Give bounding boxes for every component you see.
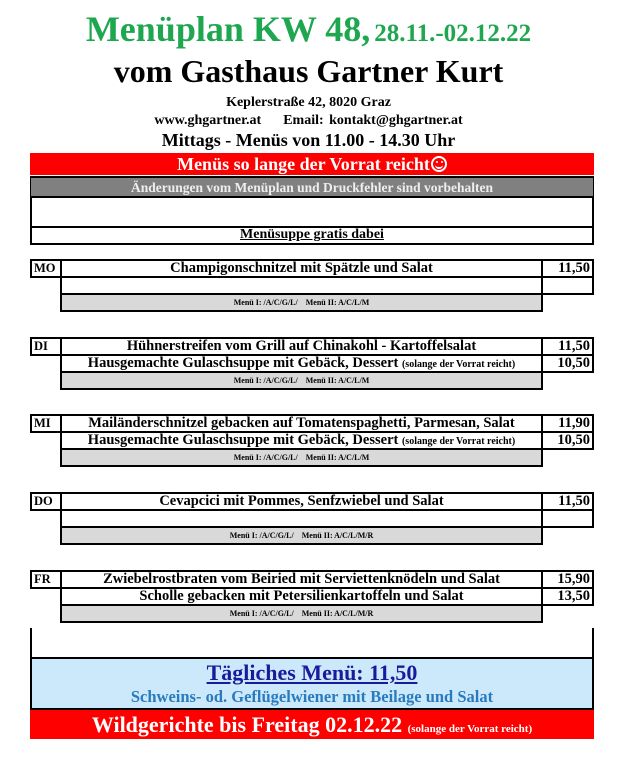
- game-dishes-banner: [30, 710, 594, 739]
- menu-2-price: 10,50: [541, 431, 594, 450]
- menu-2-text: Hausgemachte Gulaschsuppe mit Gebäck, Dessert: [87, 355, 399, 371]
- day-label: MO: [30, 259, 62, 278]
- restaurant-name: vom Gasthaus Gartner Kurt: [113, 53, 504, 89]
- soup-notice: Menüsuppe gratis dabei: [30, 226, 594, 245]
- day-label: MI: [30, 414, 62, 433]
- day-label: FR: [30, 570, 62, 589]
- menu-1-text: Cevapcici mit Pommes, Senfzwiebel und Salat: [159, 493, 444, 509]
- day-label: DI: [30, 337, 62, 356]
- menu-1-text: Mailänderschnitzel gebacken auf Tomatenspaghetti, Parmesan, Salat: [88, 415, 515, 431]
- email-link[interactable]: Email: kontakt@ghgartner.at: [283, 113, 463, 128]
- menu-title: [0, 8, 617, 50]
- menu-1-text: Champigonschnitzel mit Spätzle und Salat: [170, 260, 433, 276]
- menu-2-price: [541, 276, 594, 295]
- menu-2-price: 10,50: [541, 354, 594, 373]
- menu-1-text: Hühnerstreifen vom Grill auf Chinakohl - Kartoffelsalat: [126, 338, 477, 354]
- game-dishes-note: (solange der Vorrat reicht): [407, 723, 533, 735]
- website-link[interactable]: www.ghgartner.at: [154, 113, 262, 128]
- stock-banner-text: Menüs so lange der Vorrat reicht: [177, 154, 430, 174]
- menu-2-note: (solange der Vorrat reicht): [401, 359, 516, 370]
- menu-title-main: Menüplan KW 48,: [85, 9, 371, 49]
- opening-hours: Mittags - Menüs von 11.00 - 14.30 Uhr: [161, 130, 456, 150]
- menu-1-price: 15,90: [541, 570, 594, 589]
- address: Keplerstraße 42, 8020 Graz: [226, 95, 391, 110]
- daily-menu-title-text: Tägliches Menü: 11,50: [206, 660, 418, 685]
- allergen-info: Menü I: /A/C/G/L/ Menü II: A/C/L/M/R: [60, 604, 543, 623]
- menu-2-price: [541, 509, 594, 528]
- menu-2-price: 13,50: [541, 587, 594, 606]
- menu-2-note: (solange der Vorrat reicht): [401, 436, 516, 447]
- menu-2-text: Scholle gebacken mit Petersilienkartoffeln und Salat: [139, 588, 464, 604]
- menu-1-price: 11,50: [541, 337, 594, 356]
- blank-box: [30, 196, 594, 228]
- game-dishes-text: Wildgerichte bis Freitag 02.12.22: [91, 712, 403, 737]
- frame-line-right: [592, 628, 594, 658]
- allergen-info: Menü I: /A/C/G/L/ Menü II: A/C/L/M: [60, 448, 543, 467]
- frame-line-left: [30, 628, 32, 658]
- stock-banner: [30, 153, 594, 175]
- menu-1-price: 11,50: [541, 492, 594, 511]
- allergen-info: Menü I: /A/C/G/L/ Menü II: A/C/L/M: [60, 293, 543, 312]
- menu-1-text: Zwiebelrostbraten vom Beiried mit Serviettenknödeln und Salat: [103, 571, 500, 587]
- day-label: DO: [30, 492, 62, 511]
- allergen-info: Menü I: /A/C/G/L/ Menü II: A/C/L/M/R: [60, 526, 543, 545]
- menu-1-price: 11,90: [541, 414, 594, 433]
- menu-title-dates: 28.11.-02.12.22: [374, 20, 532, 47]
- menu-2-text: Hausgemachte Gulaschsuppe mit Gebäck, Dessert: [87, 432, 399, 448]
- daily-menu-title: [30, 657, 594, 688]
- allergen-info: Menü I: /A/C/G/L/ Menü II: A/C/L/M: [60, 371, 543, 390]
- daily-menu-description: Schweins- od. Geflügelwiener mit Beilage und Salat: [30, 686, 594, 710]
- contact-line: [0, 113, 617, 129]
- menu-1-price: 11,50: [541, 259, 594, 278]
- smiley-icon: [431, 156, 447, 172]
- changes-notice: Änderungen vom Menüplan und Druckfehler sind vorbehalten: [30, 176, 594, 198]
